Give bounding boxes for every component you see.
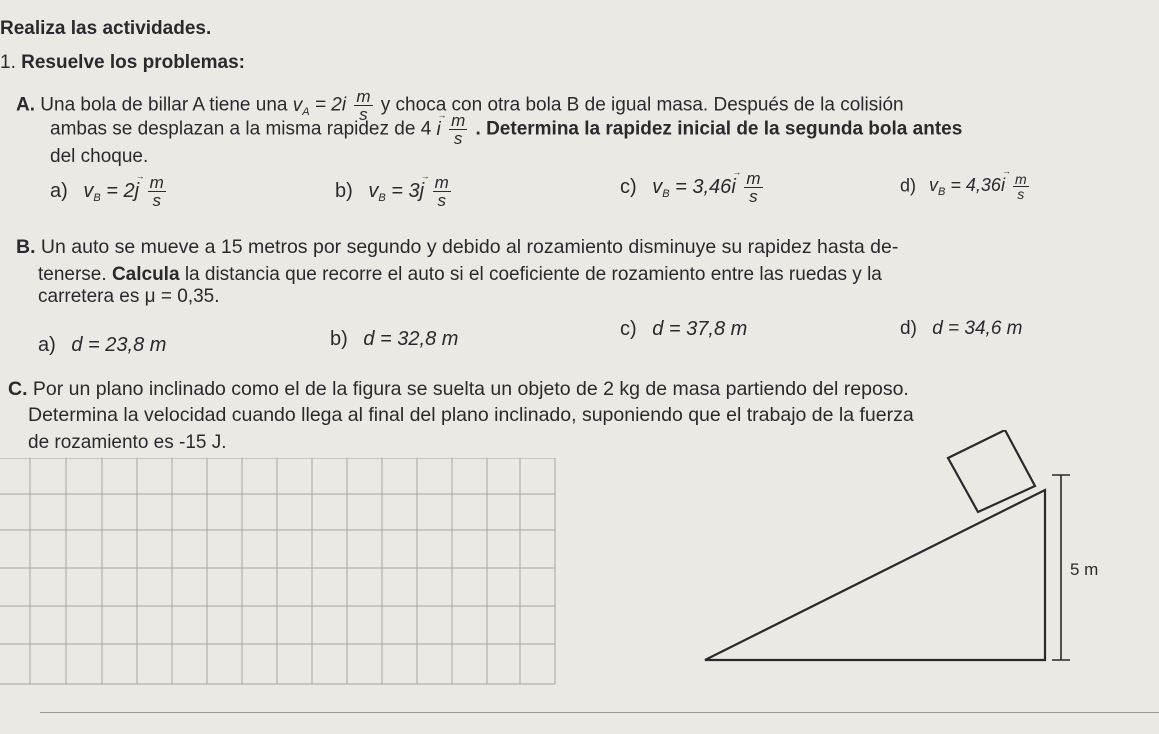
problem-b-option-d: d) d = 34,6 m (900, 318, 1023, 339)
problem-a-letter: A. (16, 94, 35, 116)
answer-grid (0, 458, 560, 688)
problem-a-line3: del choque. (50, 146, 149, 167)
problem-a-text1: Una bola de billar A tiene una (40, 94, 288, 116)
problem-a-line2-a: ambas se desplazan a la misma rapidez de 4 (50, 118, 432, 140)
problem-a-option-a: a) $v_B = 2\to j$ $\frac{m}{s}$ (50, 174, 169, 209)
problem-c-text1: Por un plano inclinado como el de la figura se suelta un objeto de 2 kg de masa partiendo del reposo. (32, 378, 909, 400)
problem-b-line3: carretera es μ = 0,35. (38, 286, 220, 307)
problem-b-option-a: a) d = 23,8 m (38, 334, 167, 356)
height-label: 5 m (1070, 560, 1099, 579)
problem-c-letter: C. (8, 378, 28, 400)
page-bottom-line (40, 712, 1159, 713)
section-number: 1. (0, 52, 16, 73)
va-unit: $\frac{m}{s}$ (356, 87, 371, 124)
section-label: Resuelve los problemas: (21, 52, 246, 73)
problem-a-line2-unit: $\frac{m}{s}$ (451, 111, 466, 148)
problem-b-option-c: c) d = 37,8 m (620, 318, 748, 340)
problem-b-line2: tenerse. Calcula la distancia que recorre el auto si el coeficiente de rozamiento entre las ruedas y la (38, 264, 882, 285)
problem-a-text2: y choca con otra bola B de igual masa. Después de la colisión (380, 94, 904, 116)
problem-c-line3: de rozamiento es -15 J. (28, 432, 227, 453)
inclined-plane-figure (690, 430, 1110, 670)
problem-a-line2 (50, 112, 962, 147)
problem-a-option-c: c) $v_B = 3,46\to i$ $\frac{m}{s}$ (620, 170, 766, 205)
problem-c-line2: Determina la velocidad cuando llega al final del plano inclinado, suponiendo que el trabajo de la fuerza (28, 404, 914, 426)
problem-a-option-b: b) $v_B = 3\to j$ $\frac{m}{s}$ (335, 174, 454, 209)
va-value: = 2i (314, 94, 347, 116)
problem-a-line2-b: . Determina la rapidez inicial de la segunda bola antes (475, 118, 963, 140)
problem-b-letter: B. (16, 236, 36, 258)
page-header (0, 18, 211, 40)
va-symbol: $v_A$ (292, 94, 310, 118)
block (948, 430, 1035, 512)
section-heading (0, 52, 245, 74)
problem-a-option-d: d) $v_B = 4,36\to i$ $\frac{m}{s}$ (900, 172, 1032, 201)
problem-b-text1: Un auto se mueve a 15 metros por segundo y debido al rozamiento disminuye su rapidez hasta de- (40, 236, 899, 258)
problem-b-option-b: b) d = 32,8 m (330, 328, 459, 350)
problem-c-line1 (8, 378, 909, 401)
problem-b-bold-verb: Calcula (111, 264, 180, 285)
header-text: Realiza las actividades. (0, 18, 212, 39)
problem-b-line1 (16, 236, 898, 259)
incline-triangle (705, 490, 1045, 660)
problem-a-i-vector: → i (437, 119, 441, 140)
